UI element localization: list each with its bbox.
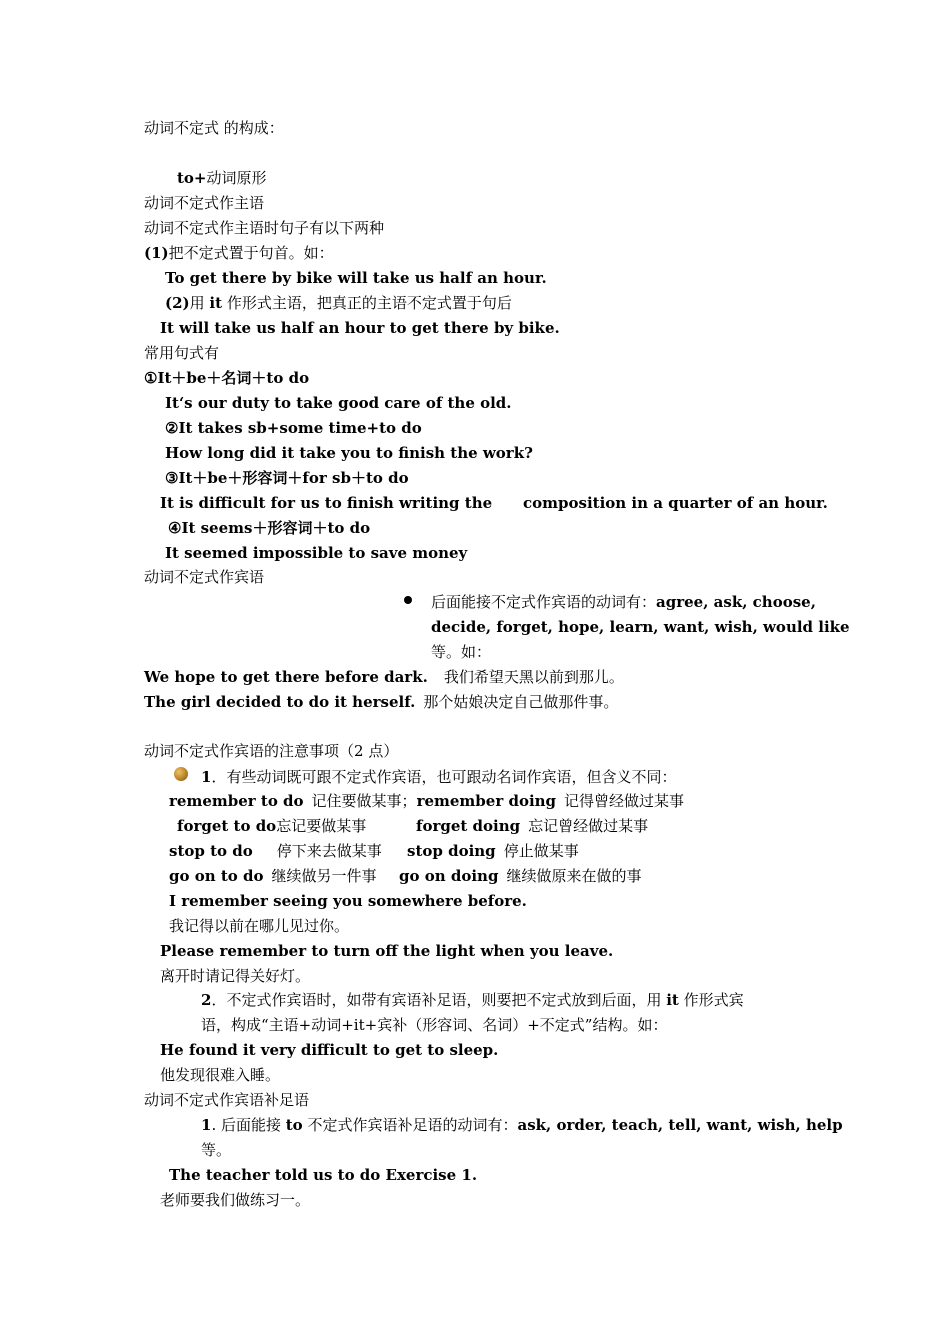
contrast-goon-a	[169, 866, 377, 886]
section-heading-complement: 动词不定式作宾语补足语	[144, 1091, 310, 1109]
example-sentence: It‘s our duty to take good care of the old.	[165, 394, 512, 412]
text: 忘记曾经做过某事	[528, 817, 649, 835]
bold-text: agree, ask, choose,	[656, 593, 816, 611]
text: 作形式主语，把真正的主语不定式置于句后	[222, 294, 512, 312]
bold-text: We hope to get there before dark.	[144, 668, 428, 686]
contrast-remember	[169, 791, 684, 811]
example-sentence: He found it very difficult to get to sleep.	[160, 1041, 499, 1059]
text: 停止做某事	[503, 842, 579, 860]
bold-text: it	[666, 991, 679, 1009]
text: 动词原形	[206, 169, 267, 187]
example-sentence: Please remember to turn off the light when you leave.	[160, 942, 614, 960]
bold-text: remember doing	[416, 792, 557, 810]
contrast-goon-b	[399, 866, 641, 886]
bold-text: go on doing	[399, 867, 499, 885]
bold-text: forget doing	[416, 817, 521, 835]
bold-text: stop doing	[407, 842, 496, 860]
bold-text: it	[209, 294, 223, 312]
section-heading-notes: 动词不定式作宾语的注意事项（2 点）	[144, 742, 399, 760]
example-sentence: To get there by bike will take us half an hour.	[165, 269, 547, 287]
translation: 那个姑娘决定自己做那件事。	[423, 693, 619, 711]
bold-text: ask, order, teach, tell, want, wish, help	[517, 1116, 843, 1134]
contrast-forget-b	[416, 816, 648, 836]
text: 后面能接不定式作宾语的动词有：	[431, 593, 657, 611]
text: 作形式宾	[678, 991, 744, 1009]
contrast-stop-a	[169, 841, 382, 861]
line-form-1	[144, 243, 334, 263]
example-sentence-part-2: composition in a quarter of an hour.	[523, 494, 828, 512]
translation-line: 老师要我们做练习一。	[160, 1191, 311, 1209]
example-sentence: How long did it take you to finish the work?	[165, 444, 533, 462]
contrast-forget-a	[177, 816, 366, 836]
text: 记住要做某事；	[311, 792, 417, 810]
text: 把不定式置于句首。如：	[168, 244, 334, 262]
translation-line: 他发现很难入睡。	[160, 1066, 281, 1084]
text: ．不定式作宾语时，如带有宾语补足语，则要把不定式放到后面，用	[211, 991, 667, 1009]
text: 不定式作宾语补足语的动词有：	[302, 1116, 518, 1134]
example-sentence: I remember seeing you somewhere before.	[169, 892, 527, 910]
bold-text: to	[285, 1116, 303, 1134]
bold-text: go on to do	[169, 867, 264, 885]
bold-text: to+	[177, 169, 207, 187]
bullet-verbs-line-2: decide, forget, hope, learn, want, wish, would like	[431, 618, 850, 636]
bold-text: forget to do	[177, 817, 277, 835]
text: 继续做另一件事	[271, 867, 377, 885]
section-heading-object: 动词不定式作宾语	[144, 568, 265, 586]
line-two-forms: 动词不定式作主语时句子有以下两种	[144, 219, 385, 237]
complement-verbs-line-1	[201, 1115, 843, 1135]
translation: 我们希望天黑以前到那儿。	[443, 668, 624, 686]
note-1	[201, 767, 676, 787]
bold-text: The girl decided to do it herself.	[144, 693, 416, 711]
example-sentence-part-1: It is difficult for us to finish writing the	[160, 494, 493, 512]
text: . 后面能接	[211, 1116, 286, 1134]
text: 用	[189, 294, 210, 312]
bullet-verbs-line-3: 等。如：	[431, 643, 492, 661]
note-2-line-1	[201, 990, 744, 1010]
section-heading-subject: 动词不定式作主语	[144, 194, 265, 212]
line-common-patterns: 常用句式有	[144, 344, 220, 362]
bold-text: 2	[201, 991, 212, 1009]
example-with-translation	[144, 692, 618, 712]
bold-text: stop to do	[169, 842, 253, 860]
bold-text: (2)	[165, 294, 190, 312]
pattern-3: ③It＋be＋形容词＋for sb＋to do	[165, 469, 409, 487]
example-sentence: The teacher told us to do Exercise 1.	[169, 1166, 478, 1184]
bold-text: 1	[201, 1116, 212, 1134]
bullet-ball-icon	[174, 767, 188, 781]
bullet-verbs-line-1	[431, 592, 816, 612]
complement-verbs-line-2: 等。	[201, 1141, 232, 1159]
text: 继续做原来在做的事	[506, 867, 642, 885]
text: 记得曾经做过某事	[564, 792, 685, 810]
text: 忘记要做某事	[276, 817, 367, 835]
bullet-dot-icon	[404, 596, 412, 604]
text: ．有些动词既可跟不定式作宾语，也可跟动名词作宾语，但含义不同：	[211, 768, 677, 786]
pattern-2: ②It takes sb+some time+to do	[165, 419, 422, 437]
translation-line: 离开时请记得关好灯。	[160, 967, 311, 985]
example-sentence: It will take us half an hour to get there by bike.	[160, 319, 560, 337]
line-composition-heading: 动词不定式 的构成：	[144, 119, 284, 137]
bold-text: remember to do	[169, 792, 304, 810]
bold-text: 1	[201, 768, 212, 786]
bold-text: (1)	[144, 244, 169, 262]
contrast-stop-b	[407, 841, 579, 861]
example-sentence: It seemed impossible to save money	[165, 544, 468, 562]
note-2-line-2: 语，构成“主语+动词+it+宾补（形容词、名词）+不定式”结构。如：	[201, 1016, 668, 1034]
translation-line: 我记得以前在哪儿见过你。	[169, 917, 350, 935]
example-with-translation	[144, 667, 624, 687]
line-to-base-form	[177, 168, 267, 188]
pattern-4: ④It seems＋形容词＋to do	[168, 519, 371, 537]
pattern-1: ①It＋be＋名词＋to do	[144, 369, 310, 387]
line-form-2	[165, 293, 512, 313]
text: 停下来去做某事	[276, 842, 382, 860]
